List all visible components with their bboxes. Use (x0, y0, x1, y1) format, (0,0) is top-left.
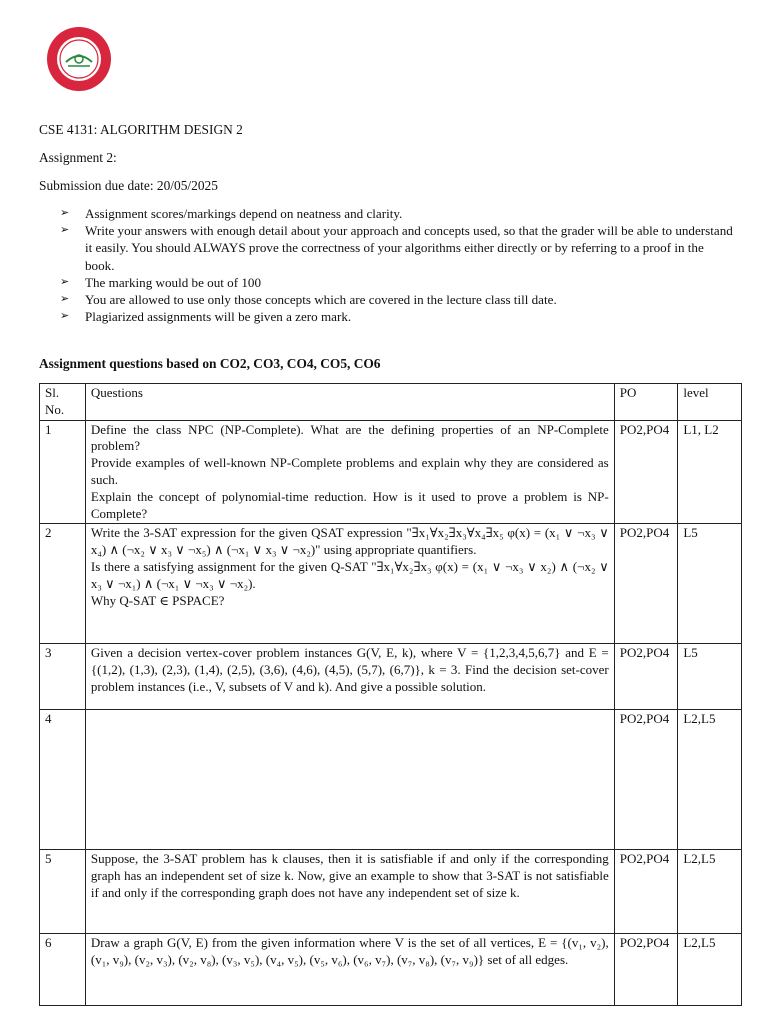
row-sl: 6 (40, 934, 86, 1006)
row-po: PO2,PO4 (614, 710, 678, 850)
row-po: PO2,PO4 (614, 934, 678, 1006)
table-row (40, 934, 742, 1006)
row-level: L5 (678, 644, 742, 710)
row-po: PO2,PO4 (614, 524, 678, 644)
question-cell (85, 644, 614, 710)
question-cell (85, 420, 614, 524)
instruction-item: ➢ You are allowed to use only those concepts which are covered in the lecture class till date. (60, 292, 557, 308)
arrow-bullet-icon: ➢ (60, 310, 70, 323)
row-level: L1, L2 (678, 420, 742, 524)
header-level: level (678, 384, 742, 421)
section-heading: Assignment questions based on CO2, CO3, CO4, CO5, CO6 (39, 356, 381, 371)
table-row (40, 420, 742, 524)
row-level: L5 (678, 524, 742, 644)
row-sl: 5 (40, 850, 86, 934)
question-line: Explain the concept of polynomial-time reduction. How is it used to prove a problem is NP-Complete? (90, 488, 609, 521)
question-line: Why Q-SAT ∈ PSPACE? (90, 592, 225, 608)
row-po: PO2,PO4 (614, 644, 678, 710)
question-line: Draw a graph G(V, E) from the given information where V is the set of all vertices, E = {(v₁, v₂), (v₁, v₉), (v₂, v₃), (v₂, v₈), (v₃, v₅), (v₄, v₅), (v₅, v₆), (v₆, v₇), (v₇, v₈), (v₇, v₉)} set of all edges. (90, 935, 609, 968)
due-date: Submission due date: 20/05/2025 (39, 178, 218, 193)
instruction-item: ➢ Assignment scores/markings depend on neatness and clarity. (60, 206, 403, 221)
table-row (40, 850, 742, 934)
question-cell (85, 850, 614, 934)
row-level: L2,L5 (678, 850, 742, 934)
table-row (40, 524, 742, 644)
university-logo (46, 26, 112, 92)
row-sl: 3 (40, 644, 86, 710)
questions-table (39, 383, 742, 1006)
course-title: CSE 4131: ALGORITHM DESIGN 2 (39, 122, 243, 137)
row-sl: 1 (40, 420, 86, 524)
question-line: Suppose, the 3-SAT problem has k clauses, then it is satisfiable if and only if the corresponding graph has an independent set of size k. Now, give an example to show that 3-SAT is not satisfiable if and only if the corresponding graph does not have any independent set of size k. (90, 851, 609, 900)
instruction-list (60, 205, 735, 325)
question-cell (85, 934, 614, 1006)
header-sl: Sl. No. (40, 384, 86, 421)
row-po: PO2,PO4 (614, 420, 678, 524)
arrow-bullet-icon: ➢ (60, 207, 70, 219)
row-level: L2,L5 (678, 710, 742, 850)
instruction-item: ➢ Plagiarized assignments will be given a zero mark. (60, 309, 352, 325)
question-line: Given a decision vertex-cover problem instances G(V, E, k), where V = {1,2,3,4,5,6,7} and E = {(1,2), (1,3), (2,3), (1,4), (2,5), (3,6), (4,6), (4,5), (5,7), (6,7)}, k = 3. Find the decision set-cover problem instances (i.e., V, subsets of V and k). And give a possible solution. (90, 645, 609, 694)
instruction-item: ➢ Write your answers with enough detail about your approach and concepts used, so that the grader will be able to understand it easily. You should ALWAYS prove the correctness of your algorithms either directly or by referring to a proof in the book. (60, 223, 733, 273)
assignment-title: Assignment 2: (39, 150, 117, 165)
header-questions: Questions (85, 384, 614, 421)
table-header-row (40, 384, 742, 421)
question-cell (85, 710, 614, 850)
row-level: L2,L5 (678, 934, 742, 1006)
question-line: Is there a satisfying assignment for the given Q-SAT "∃x₁∀x₂∃x₃ φ(x) = (x₁ ∨ ¬x₃ ∨ x₂) ∧ (¬x₂ ∨ x₃ ∨ ¬x₁) ∧ (¬x₁ ∨ ¬x₃ ∨ ¬x₂). (90, 558, 609, 591)
instruction-item: ➢ The marking would be out of 100 (60, 274, 262, 290)
table-row (40, 644, 742, 710)
header-po: PO (614, 384, 678, 421)
arrow-bullet-icon: ➢ (60, 224, 70, 237)
row-sl: 4 (40, 710, 86, 850)
row-po: PO2,PO4 (614, 850, 678, 934)
arrow-bullet-icon: ➢ (60, 275, 70, 288)
question-line: Define the class NPC (NP-Complete). What are the defining properties of an NP-Complete problem? (90, 421, 609, 454)
row-sl: 2 (40, 524, 86, 644)
table-row (40, 710, 742, 850)
question-line: Provide examples of well-known NP-Complete problems and explain why they are considered as such. (90, 455, 609, 487)
question-cell (85, 524, 614, 644)
arrow-bullet-icon: ➢ (60, 293, 70, 306)
question-line: Write the 3-SAT expression for the given QSAT expression "∃x₁∀x₂∃x₃∀x₄∃x₅ φ(x) = (x₁ ∨ ¬x₃ ∨ x₄) ∧ (¬x₂ ∨ x₃ ∨ ¬x₅) ∧ (¬x₁ ∨ x₃ ∨ ¬x₂)" using appropriate quantifiers. (90, 525, 609, 558)
